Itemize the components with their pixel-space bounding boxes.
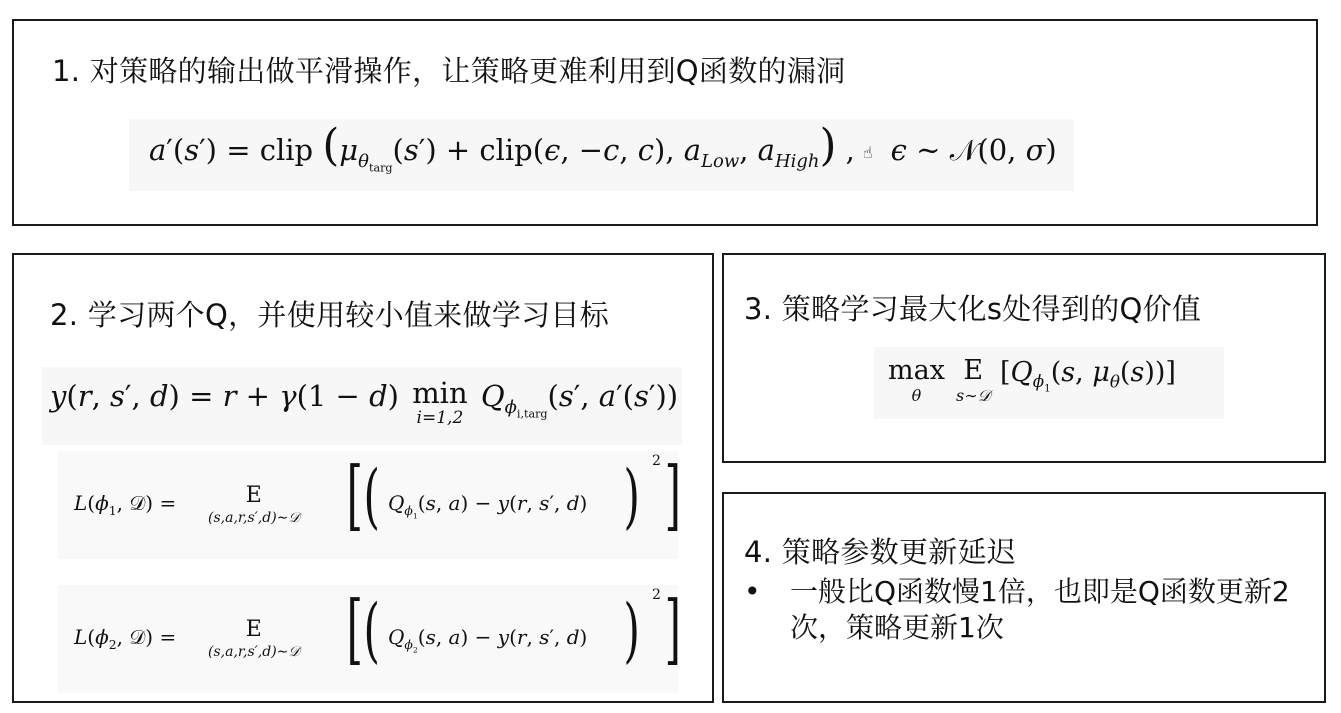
section-4-heading: 4. 策略参数更新延迟 bbox=[744, 535, 1017, 569]
policy-objective-formula: max θ E s∼𝒟 [$Q_{\phi_1}(s$, $\mu_\theta(s)$)] bbox=[874, 347, 1224, 419]
section-1-panel bbox=[12, 19, 1318, 226]
section-3-heading: 3. 策略学习最大化s处得到的Q价值 bbox=[744, 292, 1202, 326]
section-2-panel bbox=[12, 253, 714, 703]
clipped-double-q-target-formula: y(r, s′, d) = r + γ(1 − d) min i=1,2 $Q_{\phi_{i,targ}}(s'$, a′(s′)) bbox=[42, 367, 682, 445]
target-policy-smoothing-formula: a′(s′) = clip ($\mu_{\theta_{targ}}(s')$ + clip(ϵ, −c, c), $a_{Low}$, $a_{High}$) , ☝ ϵ ∼ 𝒩(0, σ) bbox=[129, 119, 1074, 191]
bullet-marker: • bbox=[744, 575, 761, 608]
list-item bbox=[744, 574, 1304, 647]
q1-loss-formula: $L(\phi_1$, 𝒟) = E (s,a,r,s′,d)∼𝒟 [ ( $Q_{\phi_1}(s$, a) − y(r, s′, d) ) 2 ] bbox=[58, 451, 678, 559]
hand-pointer-icon: ☝ bbox=[862, 142, 873, 162]
section-2-heading: 2. 学习两个Q，并使用较小值来做学习目标 bbox=[50, 298, 610, 332]
section-4-panel bbox=[722, 492, 1326, 703]
bullet-list bbox=[744, 574, 1304, 647]
bullet-text: 一般比Q函数慢1倍，也即是Q函数更新2次，策略更新1次 bbox=[790, 575, 1290, 645]
section-3-panel bbox=[722, 253, 1326, 463]
q2-loss-formula: $L(\phi_2$, 𝒟) = E (s,a,r,s′,d)∼𝒟 [ ( $Q_{\phi_2}(s$, a) − y(r, s′, d) ) 2 ] bbox=[58, 585, 678, 693]
section-1-heading: 1. 对策略的输出做平滑操作，让策略更难利用到Q函数的漏洞 bbox=[52, 54, 846, 88]
